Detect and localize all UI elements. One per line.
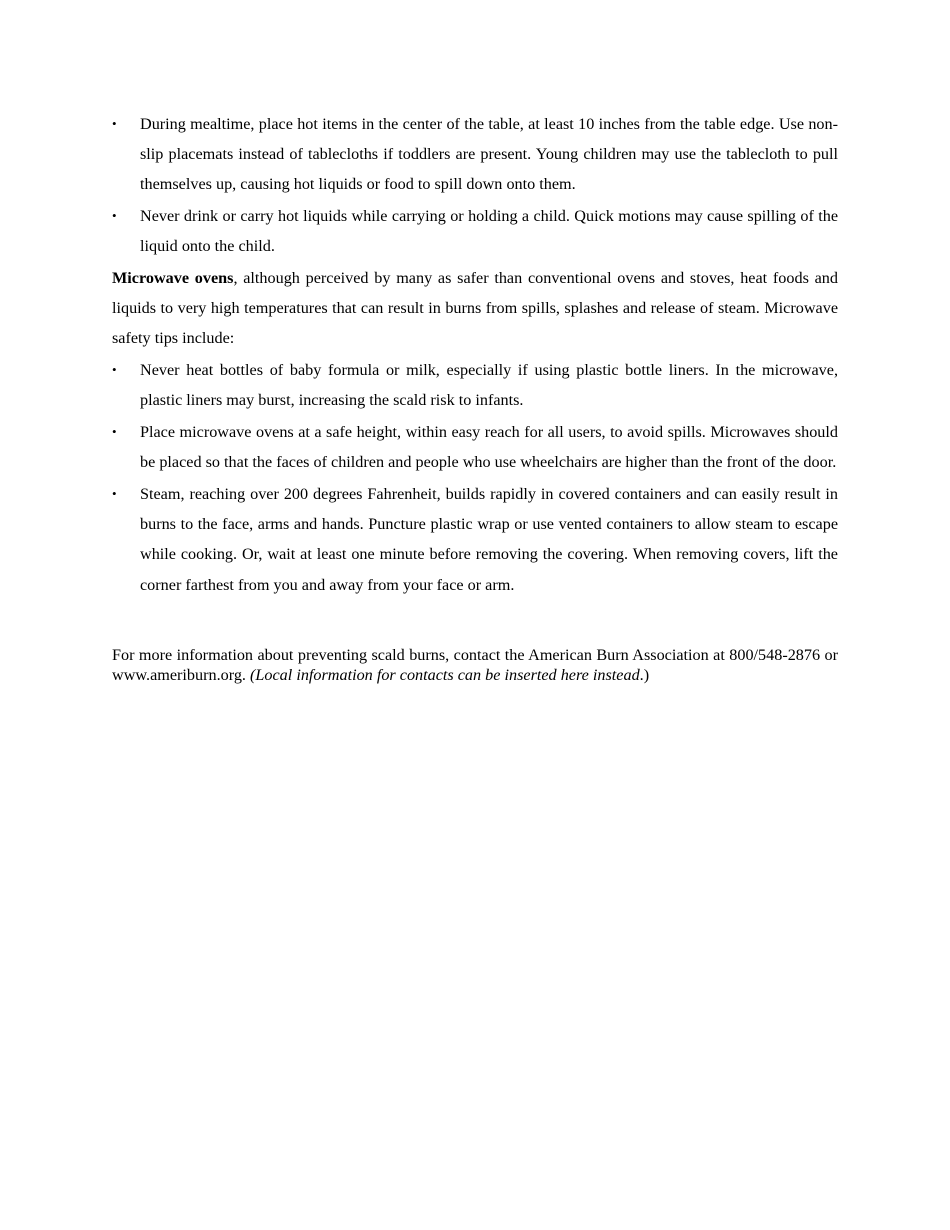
contact-paragraph	[112, 645, 838, 686]
bullet-icon: •	[112, 424, 117, 440]
list-item	[112, 109, 838, 200]
document-page	[112, 109, 838, 702]
list-item	[112, 417, 838, 477]
bullet-icon: •	[112, 362, 117, 378]
list-item	[112, 355, 838, 415]
list-item-text: Never drink or carry hot liquids while carrying or holding a child. Quick motions may cause spilling of the liquid onto the child.	[140, 207, 838, 256]
microwave-safety-list	[112, 355, 838, 600]
contact-note: (Local information for contacts can be inserted here instead	[250, 666, 640, 685]
microwave-text: , although perceived by many as safer than conventional ovens and stoves, heat foods and liquids to very high temperatures that can result in burns from spills, splashes and release of steam. Microwave safety tips include:	[112, 269, 838, 348]
contact-text: For more information about preventing scald burns, contact the American Burn Association at 800/548-2876 or www.ameriburn.org.	[112, 645, 838, 685]
contact-note-close: .)	[639, 666, 650, 685]
microwave-lead: Microwave ovens	[112, 269, 234, 288]
list-item-text: Steam, reaching over 200 degrees Fahrenheit, builds rapidly in covered containers and can easily result in burns to the face, arms and hands. Puncture plastic wrap or use vented containers to allow steam to escape while cooking. Or, wait at least one minute before removing the covering. When removing covers, lift the corner farthest from you and away from your face or arm.	[140, 484, 838, 594]
list-item-text: Place microwave ovens at a safe height, within easy reach for all users, to avoid spills. Microwaves should be placed so that the faces of children and people who use wheelchairs are higher than the front of the door.	[140, 423, 838, 472]
bullet-icon: •	[112, 116, 117, 131]
list-item-text: During mealtime, place hot items in the center of the table, at least 10 inches from the table edge. Use non-slip placemats instead of tablecloths if toddlers are present. Young children may use the tablecloth to pull themselves up, causing hot liquids or food to spill down onto them.	[140, 115, 838, 194]
bullet-icon: •	[112, 485, 117, 501]
mealtime-safety-list	[112, 109, 838, 262]
microwave-paragraph	[112, 263, 838, 354]
bullet-icon: •	[112, 208, 117, 224]
list-item	[112, 479, 838, 600]
list-item-text: Never heat bottles of baby formula or milk, especially if using plastic bottle liners. In the microwave, plastic liners may burst, increasing the scald risk to infants.	[140, 361, 838, 410]
list-item	[112, 201, 838, 261]
